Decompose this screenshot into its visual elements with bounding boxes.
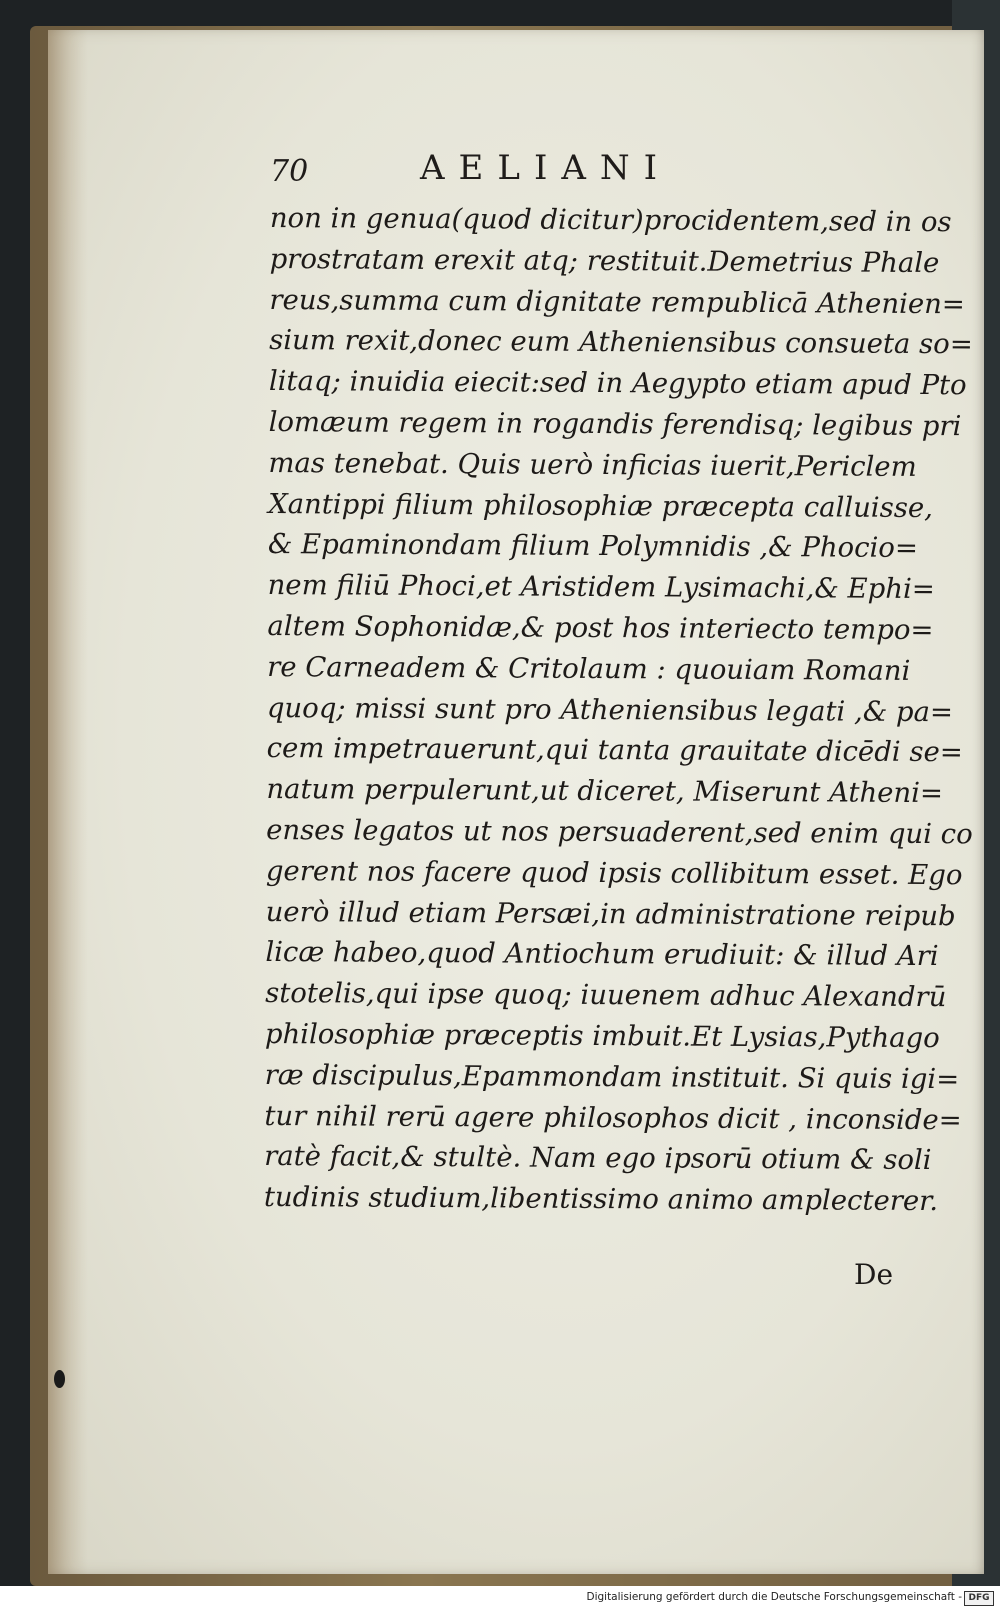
text-line: sium rexit,donec eum Atheniensibus consueta so= [269,324,973,361]
text-line: licæ habeo,quod Antiochum erudiuit: & illud Ari [265,936,939,973]
text-line: tudinis studium,libentissimo animo amplecterer. [263,1181,939,1218]
text-line: stotelis,qui ipse quoq; iuuenem adhuc Alexandrū [265,977,947,1014]
text-line: mas tenebat. Quis uerò inficias iuerit,Periclem [268,446,917,483]
ink-spot [54,1370,65,1388]
text-line: & Epaminondam filium Polymnidis ,& Phocio= [267,528,919,565]
text-line: nem filiū Phoci,et Aristidem Lysimachi,& Ephi= [267,569,935,606]
book-page [48,30,984,1574]
text-line: ratè facit,& stultè. Nam ego ipsorū otium & soli [264,1140,932,1177]
text-line: ræ discipulus,Epammondam instituit. Si quis igi= [264,1058,960,1095]
text-line: altem Sophonidæ,& post hos interiecto tempo= [267,609,934,647]
text-line: enses legatos ut nos persuaderent,sed enim qui co [266,813,973,851]
footer-credit: Digitalisierung gefördert durch die Deutsche Forschungsgemeinschaft - [586,1591,962,1603]
text-line: Xantippi filium philosophiæ præcepta calluisse, [268,487,933,524]
text-line: prostratam erexit atq; restituit.Demetrius Phale [269,242,940,279]
text-line: uerò illud etiam Persæi,in administratione reipub [265,895,956,932]
text-line: tur nihil rerū agere philosophos dicit , inconside= [264,1099,962,1136]
text-line: re Carneadem & Critolaum : quouiam Romani [267,650,911,687]
text-line: cem impetrauerunt,qui tanta grauitate dicēdi se= [266,732,963,769]
text-line: reus,summa cum dignitate rempublicā Athenien= [269,283,966,320]
text-line: litaq; inuidia eiecit:sed in Aegypto etiam apud Pto [268,365,967,402]
text-line: gerent nos facere quod ipsis collibitum esset. Ego [265,854,963,891]
footer-bar [0,1586,1000,1611]
text-line: quoq; missi sunt pro Atheniensibus legati ,& pa= [266,691,954,728]
dfg-logo: DFG [964,1591,994,1606]
running-title: AELIANI [420,148,672,188]
body-text [263,198,973,1222]
catchword: De [854,1258,894,1291]
page-number: 70 [270,154,309,189]
text-line: natum perpulerunt,ut diceret, Miserunt Atheni= [266,773,944,810]
text-line: philosophiæ præceptis imbuit.Et Lysias,Pythago [264,1017,940,1055]
gutter-shadow [48,30,88,1574]
text-line: lomæum regem in rogandis ferendisq; legibus pri [268,405,962,443]
text-line: non in genua(quod dicitur)procidentem,sed in os [269,201,952,239]
